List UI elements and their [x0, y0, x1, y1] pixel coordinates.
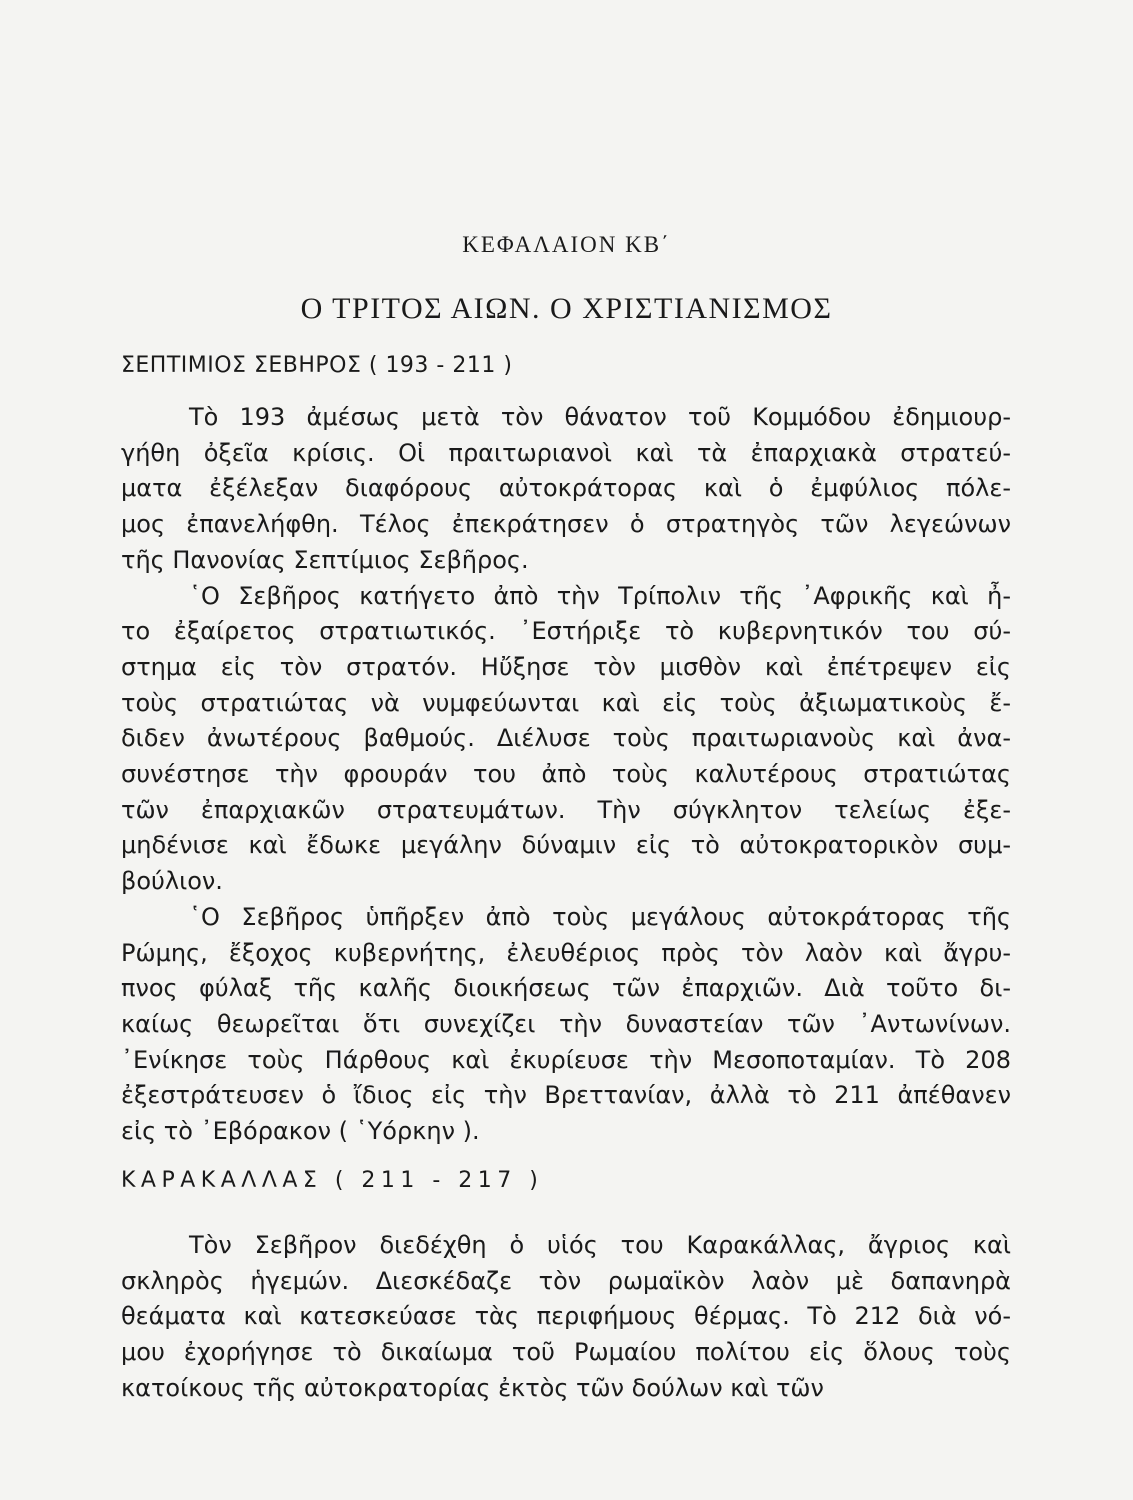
text-line: συνέστησε τὴν φρουράν του ἀπὸ τοὺς καλυτέρους στρατιώτας: [121, 760, 1011, 789]
text-line: κατοίκους τῆς αὐτοκρατορίας ἐκτὸς τῶν δούλων καὶ τῶν: [121, 1373, 824, 1402]
text-line: θεάματα καὶ κατεσκεύασε τὰς περιφήμους θέρμας. Τὸ 212 διὰ νό-: [121, 1302, 1011, 1331]
text-line: ματα ἐξέλεξαν διαφόρους αὐτοκράτορας καὶ ὁ ἐμφύλιος πόλε-: [121, 474, 1011, 503]
section-heading-septimius: ΣΕΠΤΙΜΙΟΣ ΣΕΒΗΡΟΣ ( 193 - 211 ): [121, 353, 513, 378]
text-line: πνος φύλαξ τῆς καλῆς διοικήσεως τῶν ἐπαρχιῶν. Διὰ τοῦτο δι-: [121, 974, 1011, 1003]
section-body-caracalla: [121, 1228, 1011, 1407]
text-line: ἐξεστράτευσεν ὁ ἴδιος εἰς τὴν Βρεττανίαν, ἀλλὰ τὸ 211 ἀπέθανεν: [121, 1081, 1011, 1110]
text-line: στημα εἰς τὸν στρατόν. Ηὔξησε τὸν μισθὸν καὶ ἐπέτρεψεν εἰς: [121, 652, 1011, 681]
text-line: σκληρὸς ἡγεμών. Διεσκέδαζε τὸν ρωμαϊκὸν λαὸν μὲ δαπανηρὰ: [121, 1266, 1011, 1295]
text-line: διδεν ἀνωτέρους βαθμούς. Διέλυσε τοὺς πραιτωριανοὺς καὶ ἀνα-: [121, 724, 1011, 753]
text-line: μου ἐχορήγησε τὸ δικαίωμα τοῦ Ρωμαίου πολίτου εἰς ὅλους τοὺς: [121, 1338, 1011, 1367]
text-line: Ρώμης, ἔξοχος κυβερνήτης, ἐλευθέριος πρὸς τὸν λαὸν καὶ ἄγρυ-: [121, 938, 1011, 967]
chapter-title: Ο ΤΡΙΤΟΣ ΑΙΩΝ. Ο ΧΡΙΣΤΙΑΝΙΣΜΟΣ: [300, 292, 833, 325]
paragraph: [121, 900, 1011, 1150]
text-line: μηδένισε καὶ ἔδωκε μεγάλην δύναμιν εἰς τὸ αὐτοκρατορικὸν συμ-: [121, 831, 1011, 860]
text-line: γήθη ὀξεῖα κρίσις. Οἱ πραιτωριανοὶ καὶ τὰ ἐπαρχιακὰ στρατεύ-: [121, 438, 1011, 467]
text-line: βούλιον.: [121, 867, 223, 896]
paragraph: [121, 579, 1011, 900]
text-line: μος ἐπανελήφθη. Τέλος ἐπεκράτησεν ὁ στρατηγὸς τῶν λεγεώνων: [121, 510, 1011, 539]
text-line: τοὺς στρατιώτας νὰ νυμφεύωνται καὶ εἰς τοὺς ἀξιωματικοὺς ἔ-: [121, 688, 1011, 717]
paragraph: [121, 400, 1011, 579]
text-line: καίως θεωρεῖται ὅτι συνεχίζει τὴν δυναστείαν τῶν ᾿Αντωνίνων.: [121, 1009, 1011, 1038]
text-line: Τὸ 193 ἀμέσως μετὰ τὸν θάνατον τοῦ Κομμόδου ἐδημιουρ-: [189, 403, 1011, 431]
text-line: τῶν ἐπαρχιακῶν στρατευμάτων. Τὴν σύγκλητον τελείως ἐξε-: [121, 795, 1011, 824]
text-line: ῾Ο Σεβῆρος κατήγετο ἀπὸ τὴν Τρίπολιν τῆς ᾿Αφρικῆς καὶ ἦ-: [189, 581, 1011, 610]
text-line: τῆς Πανονίας Σεπτίμιος Σεβῆρος.: [121, 545, 529, 574]
text-line: το ἐξαίρετος στρατιωτικός. ᾿Εστήριξε τὸ κυβερνητικόν του σύ-: [121, 617, 1011, 646]
text-line: εἰς τὸ ᾿Εβόρακον ( ῾Υόρκην ).: [121, 1117, 480, 1146]
section-body-septimius: [121, 400, 1011, 1150]
chapter-label: ΚΕΦΑΛΑΙΟΝ ΚΒ΄: [462, 232, 671, 257]
section-heading-caracalla: ΚΑΡΑΚΑΛΛΑΣ ( 211 - 217 ): [121, 1168, 544, 1193]
text-line: ᾿Ενίκησε τοὺς Πάρθους καὶ ἐκυρίευσε τὴν Μεσοποταμίαν. Τὸ 208: [121, 1045, 1011, 1074]
text-line: ῾Ο Σεβῆρος ὑπῆρξεν ἀπὸ τοὺς μεγάλους αὐτοκράτορας τῆς: [189, 902, 1011, 931]
text-line: Τὸν Σεβῆρον διεδέχθη ὁ υἱός του Καρακάλλας, ἄγριος καὶ: [189, 1231, 1011, 1259]
paragraph: [121, 1228, 1011, 1407]
